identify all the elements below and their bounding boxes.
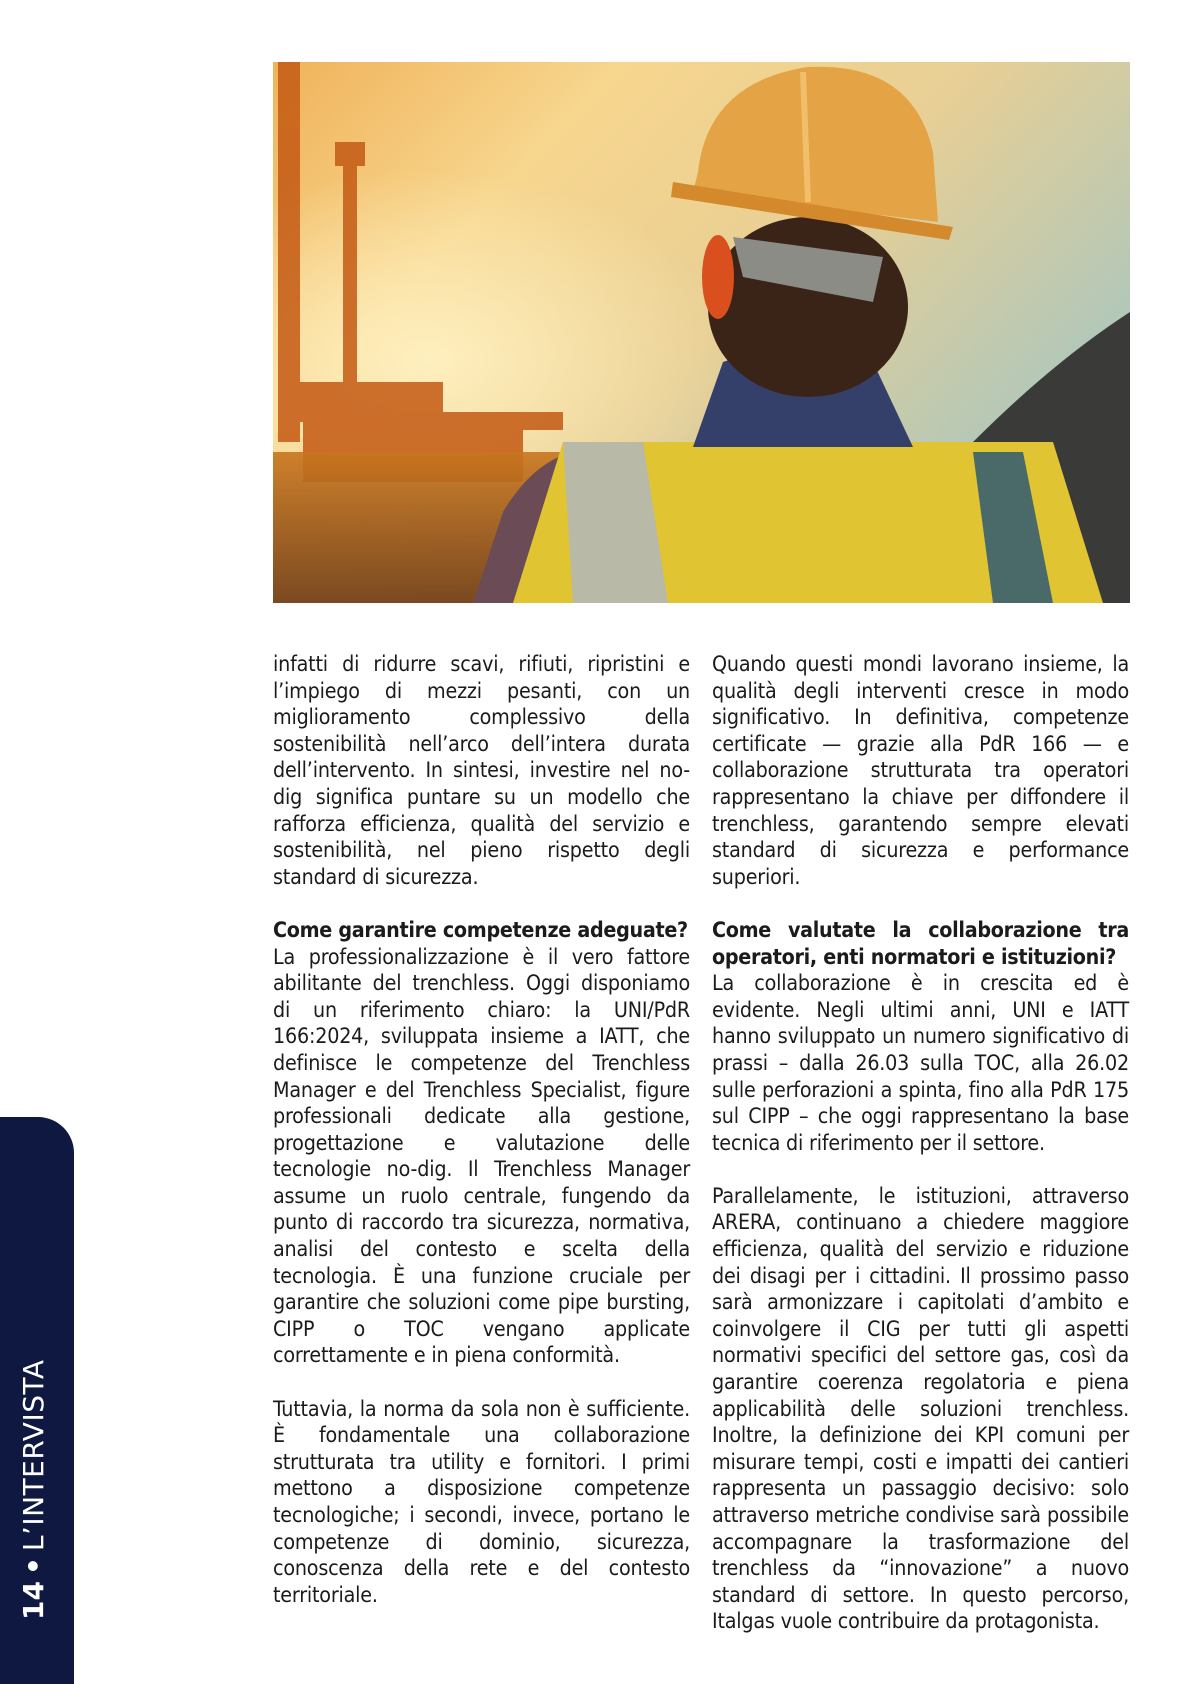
worker-illustration	[273, 62, 1130, 603]
interview-question: Come garantire competenze adeguate?	[273, 917, 688, 943]
paragraph: Tuttavia, la norma da sola non è sufficiente. È fondamentale una collaborazione strutturata tra utility e fornitori. I primi mettono a disposizione competenze tecnologiche; i secondi, invece, portano le competenze di dominio, sicurezza, conoscenza della rete e del contesto territoriale.	[273, 1396, 690, 1608]
paragraph: Quando questi mondi lavorano insieme, la qualità degli interventi cresce in modo significativo. In definitiva, competenze certificate — grazie alla PdR 166 — e collaborazione strutturata tra operatori rappresentano la chiave per diffondere il trenchless, garantendo sempre elevati standard di sicurezza e performance superiori.	[712, 652, 1129, 890]
hero-photo	[273, 62, 1130, 603]
interview-question: Come valutate la collaborazione tra operatori, enti normatori e istituzioni?	[712, 917, 1129, 970]
section-tab	[0, 1117, 74, 1684]
section-label	[12, 1359, 56, 1620]
section-name: L’INTERVISTA	[17, 1359, 50, 1552]
paragraph: Parallelamente, le istituzioni, attraverso ARERA, continuano a chiedere maggiore efficienza, qualità del servizio e riduzione dei disagi per i cittadini. Il prossimo passo sarà armonizzare i capitolati d’ambito e coinvolgere il CIG per tutti gli aspetti normativi specifici del settore gas, così da garantire coerenza regolatoria e piena applicabilità delle soluzioni trenchless. Inoltre, la definizione dei KPI comuni per misurare tempi, costi e impatti dei cantieri rappresenta un passaggio decisivo: solo attraverso metriche condivise sarà possibile accompagnare la trasformazione del trenchless da “innovazione” a nuovo standard di settore. In questo percorso, Italgas vuole contribuire da protagonista.	[712, 1183, 1129, 1635]
paragraph: La collaborazione è in crescita ed è evidente. Negli ultimi anni, UNI e IATT hanno sviluppato un numero significativo di prassi – dalla 26.03 sulla TOC, alla 26.02 sulle perforazioni a spinta, fino alla PdR 175 sul CIPP – che oggi rappresentano la base tecnica di riferimento per il settore.	[712, 971, 1129, 1156]
article-column-left	[273, 652, 690, 1609]
article-column-right	[712, 652, 1129, 1636]
paragraph: La professionalizzazione è il vero fattore abilitante del trenchless. Oggi disponiamo di un riferimento chiaro: la UNI/PdR 166:2024, sviluppata insieme a IATT, che definisce le competenze del Trenchless Manager e del Trenchless Specialist, figure professionali dedicate alla gestione, progettazione e valutazione delle tecnologie no-dig. Il Trenchless Manager assume un ruolo centrale, fungendo da punto di raccordo tra sicurezza, normativa, analisi del contesto e scelta della tecnologia. È una funzione cruciale per garantire che soluzioni come pipe bursting, CIPP o TOC vengano applicate correttamente e in piena conformità.	[273, 944, 690, 1369]
separator-dot: •	[17, 1557, 50, 1576]
page-number: 14	[17, 1581, 50, 1620]
paragraph: infatti di ridurre scavi, rifiuti, ripristini e l’impiego di mezzi pesanti, con un miglioramento complessivo della sostenibilità nell’arco dell’intera durata dell’intervento. In sintesi, investire nel no-dig significa puntare su un modello che rafforza efficienza, qualità del servizio e sostenibilità, nel pieno rispetto degli standard di sicurezza.	[273, 652, 690, 890]
